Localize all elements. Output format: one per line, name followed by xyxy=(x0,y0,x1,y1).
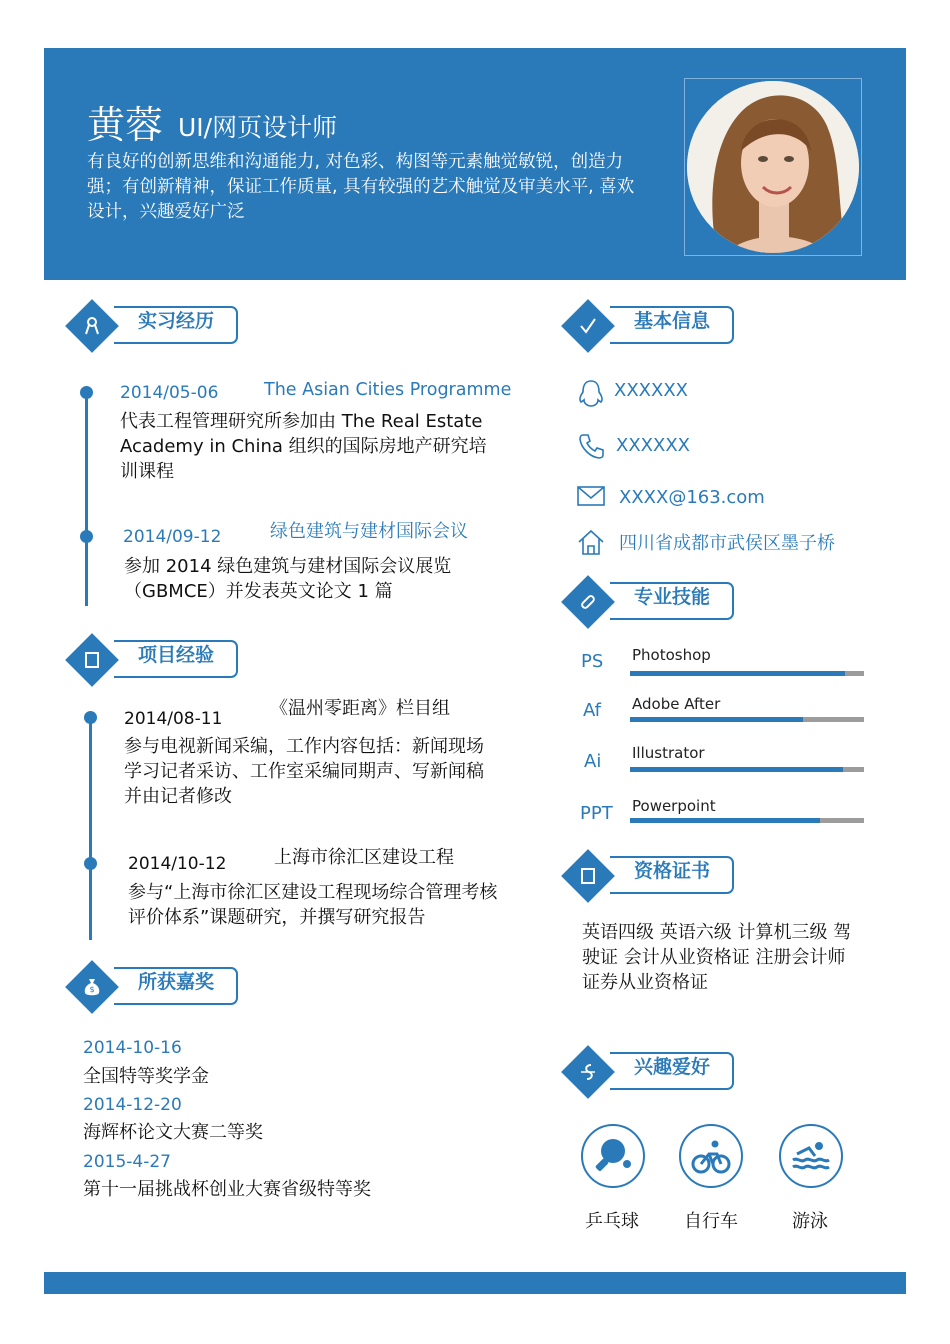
project-date: 2014/10-12 xyxy=(128,854,227,874)
section-heading-internship xyxy=(66,302,246,356)
skill-abbr: Ai xyxy=(584,751,602,772)
timeline-dot xyxy=(80,530,93,543)
svg-text:$: $ xyxy=(89,985,95,994)
skill-bar xyxy=(630,818,864,823)
timeline-line xyxy=(85,392,88,606)
hobby-label: 乒乓球 xyxy=(585,1211,639,1232)
internship-org: The Asian Cities Programme xyxy=(264,380,512,400)
header-banner xyxy=(44,48,906,280)
skill-bar xyxy=(630,671,864,676)
document-icon xyxy=(78,646,106,674)
skill-name: Photoshop xyxy=(632,646,711,664)
job-title: UI/网页设计师 xyxy=(178,113,338,142)
contact-email[interactable]: XXXX@163.com xyxy=(619,487,765,508)
certificate-icon xyxy=(574,862,602,890)
avatar xyxy=(687,81,859,253)
person-name: 黄蓉 xyxy=(87,103,164,147)
skill-name: Adobe After xyxy=(632,695,721,713)
internship-desc: 参加 2014 绿色建筑与建材国际会议展览（GBMCE）并发表英文论文 1 篇 xyxy=(124,556,452,602)
ribbon-icon xyxy=(78,312,106,340)
timeline-dot xyxy=(84,857,97,870)
timeline-line xyxy=(89,716,92,940)
email-icon xyxy=(576,484,606,514)
phone-icon xyxy=(578,432,608,462)
hobby-label: 自行车 xyxy=(684,1211,738,1232)
hobby-label: 游泳 xyxy=(792,1211,828,1232)
skill-name: Illustrator xyxy=(632,744,705,762)
certificates-list: 英语四级 英语六级 计算机三级 驾驶证 会计从业资格证 注册会计师 证券从业资格证 xyxy=(582,922,852,993)
contact-phone: XXXXXX xyxy=(616,435,690,456)
section-title: 专业技能 xyxy=(634,586,711,608)
skill-bar-fill xyxy=(630,671,845,676)
skill-bar-fill xyxy=(630,818,820,823)
award-name: 海辉杯论文大赛二等奖 xyxy=(83,1122,263,1143)
section-title: 项目经验 xyxy=(138,644,215,666)
money-bag-icon xyxy=(78,973,106,1001)
bicycle-icon xyxy=(679,1124,743,1188)
section-heading-awards xyxy=(66,963,246,1017)
skill-abbr: PPT xyxy=(580,803,613,824)
skill-bar xyxy=(630,717,864,722)
section-title: 基本信息 xyxy=(634,310,711,332)
photo-frame xyxy=(684,78,862,256)
section-heading-skills xyxy=(562,578,742,632)
qq-icon xyxy=(576,378,606,408)
award-name: 全国特等奖学金 xyxy=(83,1066,209,1087)
skill-bar-fill xyxy=(630,717,803,722)
timeline-dot xyxy=(80,386,93,399)
award-date: 2015-4-27 xyxy=(83,1152,171,1172)
skill-bar xyxy=(630,767,864,772)
section-heading-certificates xyxy=(562,852,742,906)
internship-date: 2014/09-12 xyxy=(123,527,222,547)
contact-qq: XXXXXX xyxy=(614,380,688,401)
award-date: 2014-12-20 xyxy=(83,1095,182,1115)
ping-pong-icon xyxy=(581,1124,645,1188)
section-title: 所获嘉奖 xyxy=(138,971,215,993)
project-desc: 参与电视新闻采编，工作内容包括：新闻现场学习记者采访、工作室采编同期声、写新闻稿并由记者修改 xyxy=(124,736,484,807)
skill-name: Powerpoint xyxy=(632,797,716,815)
skill-abbr: Af xyxy=(583,700,602,721)
profile-summary: 有良好的创新思维和沟通能力, 对色彩、构图等元素触觉敏锐，创造力强；有创新精神，保证工作质量, 具有较强的艺术触觉及审美水平, 喜欢设计，兴趣爱好广泛 xyxy=(87,152,635,222)
internship-org: 绿色建筑与建材国际会议 xyxy=(270,521,468,542)
checkmark-icon xyxy=(574,312,602,340)
project-org: 上海市徐汇区建设工程 xyxy=(274,847,454,868)
timeline-dot xyxy=(84,711,97,724)
music-icon xyxy=(574,1058,602,1086)
section-heading-basic-info xyxy=(562,302,742,356)
skill-abbr: PS xyxy=(581,651,604,672)
contact-address: 四川省成都市武侯区墨子桥 xyxy=(619,533,835,554)
pill-icon xyxy=(574,588,602,616)
project-org: 《温州零距离》栏目组 xyxy=(270,698,450,719)
award-name: 第十一届挑战杯创业大赛省级特等奖 xyxy=(83,1179,371,1200)
section-title: 实习经历 xyxy=(138,310,215,332)
section-heading-projects xyxy=(66,636,246,690)
skill-bar-fill xyxy=(630,767,843,772)
section-heading-hobbies xyxy=(562,1048,742,1102)
project-date: 2014/08-11 xyxy=(124,709,223,729)
internship-desc: 代表工程管理研究所参加由 The Real Estate Academy in China 组织的国际房地产研究培训课程 xyxy=(120,411,487,482)
project-desc: 参与“上海市徐汇区建设工程现场综合管理考核评价体系”课题研究，并撰写研究报告 xyxy=(128,882,498,928)
award-date: 2014-10-16 xyxy=(83,1038,182,1058)
section-title: 兴趣爱好 xyxy=(634,1056,711,1078)
footer-bar xyxy=(44,1272,906,1294)
home-icon xyxy=(576,527,606,557)
swimming-icon xyxy=(779,1124,843,1188)
section-title: 资格证书 xyxy=(634,860,711,882)
internship-date: 2014/05-06 xyxy=(120,383,219,403)
